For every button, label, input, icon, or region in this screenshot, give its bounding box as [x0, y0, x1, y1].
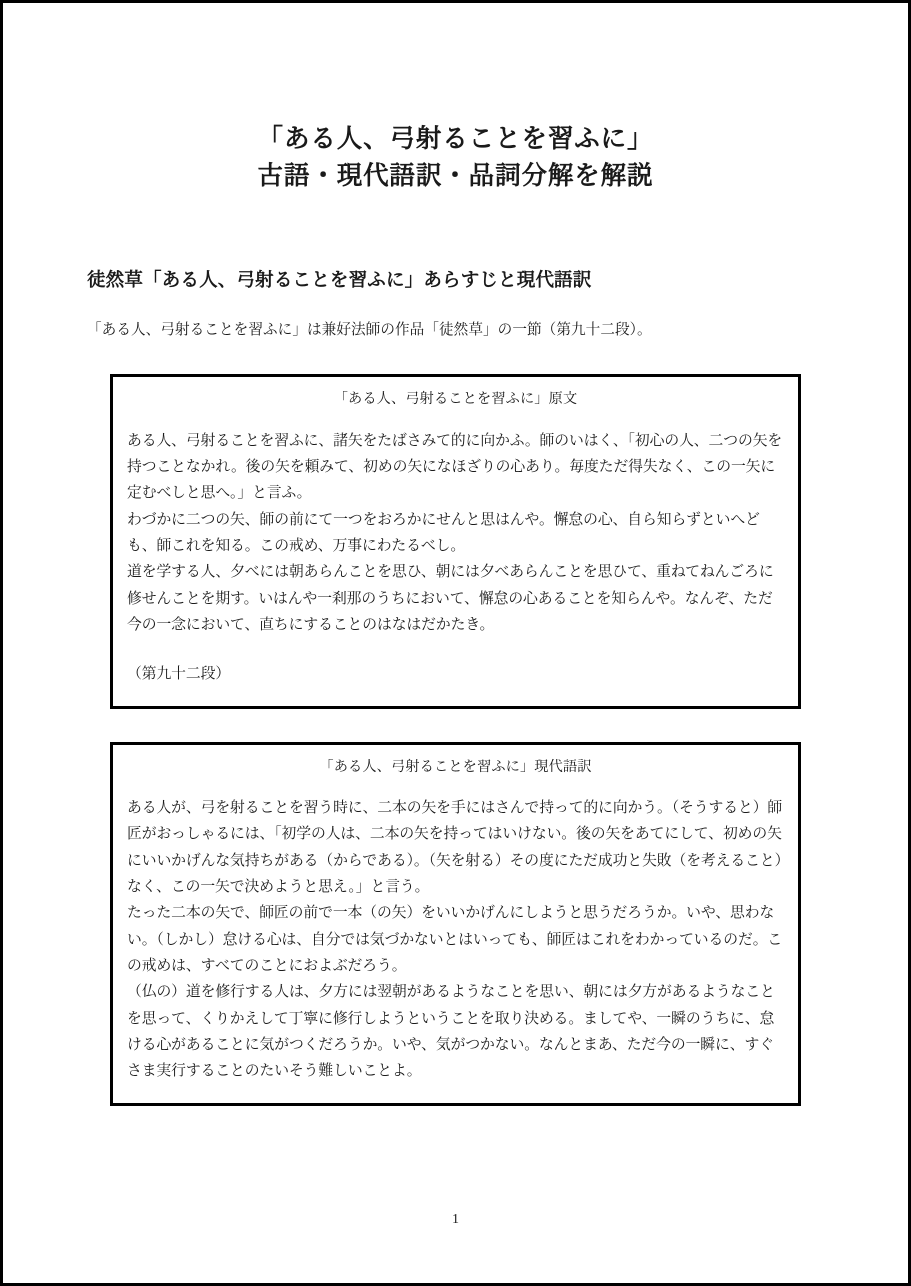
- intro-paragraph: 「ある人、弓射ることを習ふに」は兼好法師の作品「徒然草」の一節（第九十二段）。: [87, 320, 652, 338]
- page-title: [85, 3, 826, 196]
- translation-text-box-heading: 「ある人、弓射ることを習ふに」現代語訳: [319, 758, 592, 775]
- translation-paragraph-2: たった二本の矢で、師匠の前で一本（の矢）をいいかげんにしようと思うだろうか。いや、思わない。（しかし）怠ける心は、自分では気づかないとはいっても、師匠はこれをわかっているのだ。この戒めは、すべてのことにおよぶだろう。: [127, 904, 783, 974]
- page-title-line-2: 古語・現代語訳・品詞分解を解説: [257, 161, 654, 192]
- original-paragraph-3: 道を学する人、夕べには朝あらんことを思ひ、朝には夕べあらんことを思ひて、重ねてねんごろに修せんことを期す。いはんや一刹那のうちにおいて、懈怠の心あることを知らんや。なんぞ、ただ今の一念において、直ちにすることのはなはだかたき。: [127, 563, 774, 634]
- translation-text-box-body: [127, 784, 784, 1085]
- original-text-box: [110, 374, 801, 708]
- original-text-box-heading: 「ある人、弓射ることを習ふに」原文: [333, 391, 578, 408]
- section-heading: 徒然草「ある人、弓射ることを習ふに」あらすじと現代語訳: [87, 269, 592, 291]
- original-source-note: （第九十二段）: [127, 665, 231, 683]
- translation-text-box: [110, 742, 801, 1106]
- original-paragraph-1: ある人、弓射ることを習ふに、諸矢をたばさみて的に向かふ。師のいはく、「初心の人、二つの矢を持つことなかれ。後の矢を頼みて、初めの矢になほざりの心あり。毎度ただ得失なく、この一矢に定むべしと思へ。」と言ふ。: [127, 431, 783, 502]
- page-content-area: [3, 3, 908, 1283]
- original-text-box-body: [127, 417, 784, 688]
- translation-paragraph-3: （仏の）道を修行する人は、夕方には翌朝があるようなことを思い、朝には夕方があるようなことを思って、くりかえして丁寧に修行しようということを取り決める。ましてや、一瞬のうちに、怠ける心があることに気がつくだろうか。いや、気がつかない。なんとまあ、ただ今の一瞬に、すぐさま実行することのたいそう難しいことよ。: [127, 983, 775, 1080]
- page-title-line-1: 「ある人、弓射ることを習ふに」: [257, 124, 654, 154]
- translation-paragraph-1: ある人が、弓を射ることを習う時に、二本の矢を手にはさんで持って的に向かう。（そうすると）師匠がおっしゃるには、「初学の人は、二本の矢を持ってはいけない。後の矢をあてにして、初めの矢にいいかげんな気持ちがある（からである）。（矢を射る）その度にただ成功と失敗（を考えること）なく、この一矢で決めようと思え。」と言う。: [127, 798, 783, 895]
- page-number: 1: [452, 1212, 459, 1227]
- original-paragraph-2: わづかに二つの矢、師の前にて一つをおろかにせんと思はんや。懈怠の心、自ら知らずといへども、師これを知る。この戒め、万事にわたるべし。: [127, 510, 760, 555]
